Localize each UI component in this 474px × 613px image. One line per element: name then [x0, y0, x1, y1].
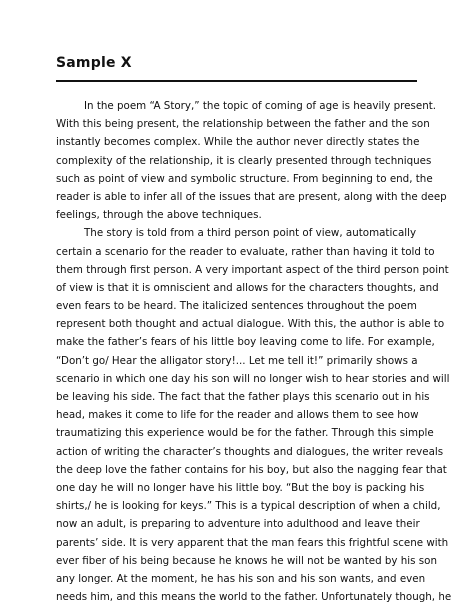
body-text-line: certain a scenario for the reader to evaluate, rather than having it told to	[56, 245, 435, 258]
body-text-line: The story is told from a third person point of view, automatically	[84, 227, 417, 240]
body-text-line: even fears to be heard. The italicized sentences throughout the poem	[56, 300, 417, 313]
body-text-line: shirts,/ he is looking for keys.” This is a typical description of when a child,	[56, 500, 441, 513]
body-text-line: them through first person. A very important aspect of the third person point	[56, 263, 449, 276]
body-text-line: head, makes it come to life for the reader and allows them to see how	[56, 409, 419, 422]
body-text-line: now an adult, is preparing to adventure into adulthood and leave their	[56, 518, 420, 531]
body-text-line: represent both thought and actual dialogue. With this, the author is able to	[56, 318, 445, 331]
body-text-line: any longer. At the moment, he has his son and his son wants, and even	[56, 572, 426, 585]
body-text-line: “Don’t go/ Hear the alligator story!... Let me tell it!” primarily shows a	[56, 354, 418, 367]
body-text-line: traumatizing this experience would be for the father. Through this simple	[56, 427, 434, 440]
body-text-line: In the poem “A Story,” the topic of coming of age is heavily present.	[84, 100, 437, 112]
body-text-line: scenario in which one day his son will no longer wish to hear stories and will	[56, 372, 450, 385]
body-text-line: complexity of the relationship, it is clearly presented through techniques	[56, 154, 432, 167]
body-text-line: needs him, and this means the world to the father. Unfortunately though, he	[56, 591, 452, 604]
body-text-line: parents’ side. It is very apparent that the man fears this frightful scene with	[56, 536, 449, 549]
body-text-line: such as point of view and symbolic structure. From beginning to end, the	[56, 172, 433, 185]
document-body	[56, 97, 452, 606]
title-divider	[56, 80, 417, 82]
body-text-line: ever fiber of his being because he knows he will not be wanted by his son	[56, 554, 437, 567]
body-text-line: be leaving his side. The fact that the father plays this scenario out in his	[56, 391, 430, 403]
body-text-line: instantly becomes complex. While the author never directly states the	[56, 136, 420, 149]
body-text-line: of view is that it is omniscient and allows for the characters thoughts, and	[56, 281, 439, 294]
body-text-line: action of writing the character’s thoughts and dialogues, the writer reveals	[56, 445, 444, 458]
body-text-line: one day he will no longer have his little boy. “But the boy is packing his	[56, 481, 425, 494]
body-text-line: feelings, through the above techniques.	[56, 209, 262, 222]
document-title: Sample X	[56, 55, 132, 71]
body-text-line: make the father’s fears of his little boy leaving come to life. For example,	[56, 336, 435, 349]
body-text-line: With this being present, the relationship between the father and the son	[56, 118, 430, 131]
body-text-line: the deep love the father contains for his boy, but also the nagging fear that	[56, 463, 447, 476]
body-text-line: reader is able to infer all of the issues that are present, along with the deep	[56, 190, 447, 203]
